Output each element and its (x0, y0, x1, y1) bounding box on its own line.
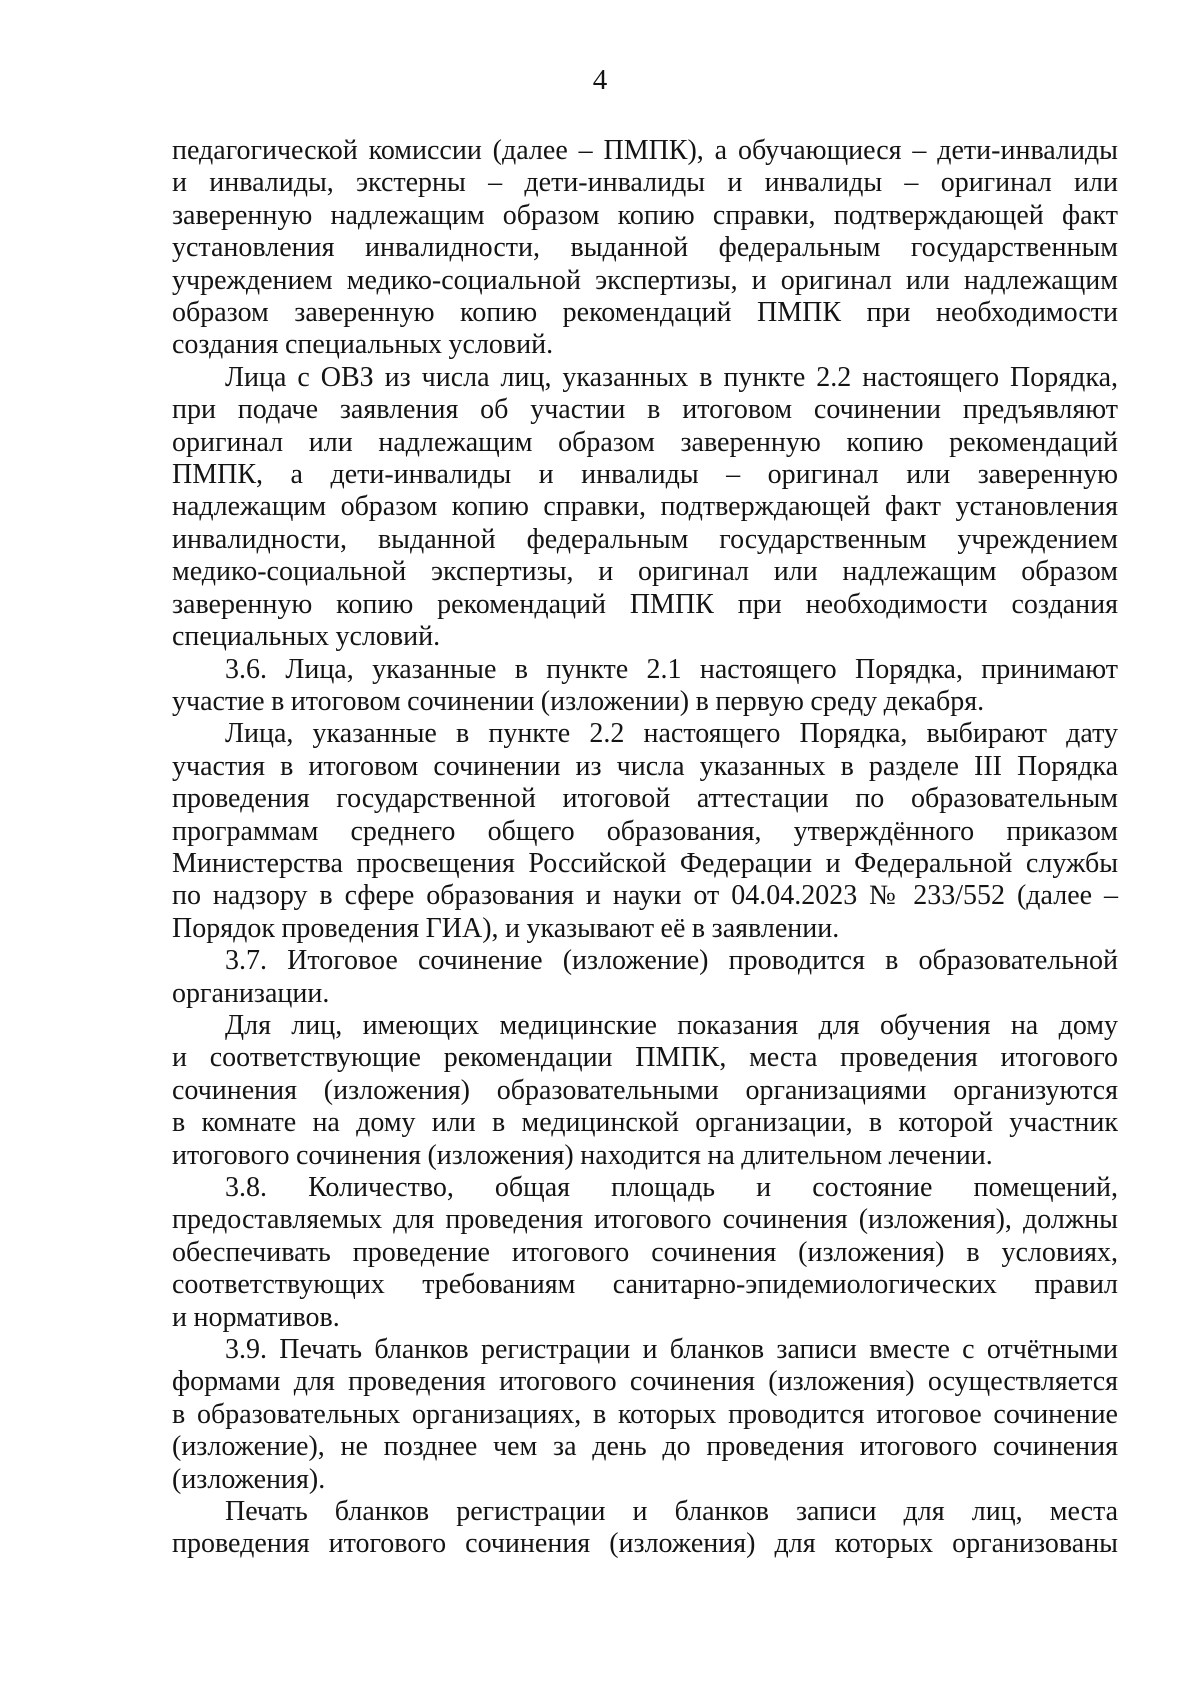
paragraph-p2 (172, 362, 1118, 654)
paragraph-p3 (172, 654, 1118, 719)
text-line: педагогической комиссии (далее – ПМПК), а обучающиеся – дети-инвалиды (172, 135, 1118, 166)
text-line: соответствующих требованиям санитарно-эпидемиологических правил (172, 1269, 1118, 1301)
text-line: установления инвалидности, выданной федеральным государственным (172, 232, 1118, 264)
text-line: при подаче заявления об участии в итоговом сочинении предъявляют (172, 394, 1118, 426)
text-line: проведения государственной итоговой аттестации по образовательным (172, 783, 1118, 815)
text-line: 3.6. Лица, указанные в пункте 2.1 настоящего Порядка, принимают (225, 653, 1118, 685)
text-line: обеспечивать проведение итогового сочинения (изложения) в условиях, (172, 1236, 1118, 1268)
text-line: учреждением медико-социальной экспертизы, и оригинал или надлежащим (172, 264, 1118, 296)
text-line: Для лиц, имеющих медицинские показания для обучения на дому (225, 1009, 1118, 1041)
text-line: (изложение), не позднее чем за день до проведения итогового сочинения (172, 1431, 1118, 1463)
text-line: организации. (172, 977, 330, 1009)
text-line: специальных условий. (172, 621, 441, 653)
paragraph-p1 (172, 135, 1118, 362)
text-line: и соответствующие рекомендации ПМПК, места проведения итогового (172, 1042, 1118, 1074)
text-line: формами для проведения итогового сочинения (изложения) осуществляется (172, 1366, 1118, 1398)
text-line: в образовательных организациях, в которых проводится итоговое сочинение (172, 1398, 1118, 1430)
text-line: в комнате на дому или в медицинской организации, в которой участник (172, 1107, 1118, 1139)
text-line: проведения итогового сочинения (изложения) для которых организованы (172, 1528, 1118, 1560)
paragraph-p6 (172, 1010, 1118, 1172)
text-line: итогового сочинения (изложения) находится на длительном лечении. (172, 1139, 993, 1171)
text-line: Министерства просвещения Российской Федерации и Федеральной службы (172, 847, 1118, 879)
text-line: оригинал или надлежащим образом заверенную копию рекомендаций (172, 426, 1118, 458)
text-line: (изложения). (172, 1463, 326, 1495)
text-line: ПМПК, а дети-инвалиды и инвалиды – оригинал или заверенную (172, 459, 1118, 491)
text-line: медико-социальной экспертизы, и оригинал или надлежащим образом (172, 556, 1118, 588)
text-line: и инвалиды, экстерны – дети-инвалиды и инвалиды – оригинал или (172, 167, 1118, 199)
text-line: программам среднего общего образования, утверждённого приказом (172, 815, 1118, 847)
text-line: Лица, указанные в пункте 2.2 настоящего Порядка, выбирают дату (225, 718, 1118, 750)
text-line: образом заверенную копию рекомендаций ПМПК при необходимости (172, 297, 1118, 329)
document-body (172, 135, 1118, 1561)
text-line: по надзору в сфере образования и науки от 04.04.2023 № 233/552 (далее – (172, 880, 1118, 912)
text-line: участие в итоговом сочинении (изложении) в первую среду декабря. (172, 685, 985, 717)
text-line: инвалидности, выданной федеральным государственным учреждением (172, 523, 1118, 555)
text-line: заверенную надлежащим образом копию справки, подтверждающей факт (172, 199, 1118, 231)
text-line: создания специальных условий. (172, 329, 554, 361)
text-line: Порядок проведения ГИА), и указывают её в заявлении. (172, 912, 840, 944)
text-line: 3.8. Количество, общая площадь и состояние помещений, (225, 1172, 1118, 1203)
paragraph-p8 (172, 1334, 1118, 1496)
text-line: 3.9. Печать бланков регистрации и бланков записи вместе с отчётными (225, 1334, 1118, 1366)
text-line: сочинения (изложения) образовательными организациями организуются (172, 1074, 1118, 1106)
text-line: Лица с ОВЗ из числа лиц, указанных в пункте 2.2 настоящего Порядка, (225, 361, 1118, 393)
text-line: и нормативов. (172, 1301, 340, 1333)
page-number: 4 (592, 64, 608, 96)
paragraph-p4 (172, 718, 1118, 945)
text-line: предоставляемых для проведения итогового сочинения (изложения), должны (172, 1204, 1118, 1236)
paragraph-p9 (172, 1496, 1118, 1561)
text-line: надлежащим образом копию справки, подтверждающей факт установления (172, 491, 1118, 523)
paragraph-p7 (172, 1172, 1118, 1334)
text-line: 3.7. Итоговое сочинение (изложение) проводится в образовательной (225, 945, 1118, 977)
paragraph-p5 (172, 945, 1118, 1010)
text-line: участия в итоговом сочинении из числа указанных в разделе III Порядка (172, 750, 1118, 782)
text-line: заверенную копию рекомендаций ПМПК при необходимости создания (172, 588, 1118, 620)
text-line: Печать бланков регистрации и бланков записи для лиц, места (225, 1496, 1118, 1528)
